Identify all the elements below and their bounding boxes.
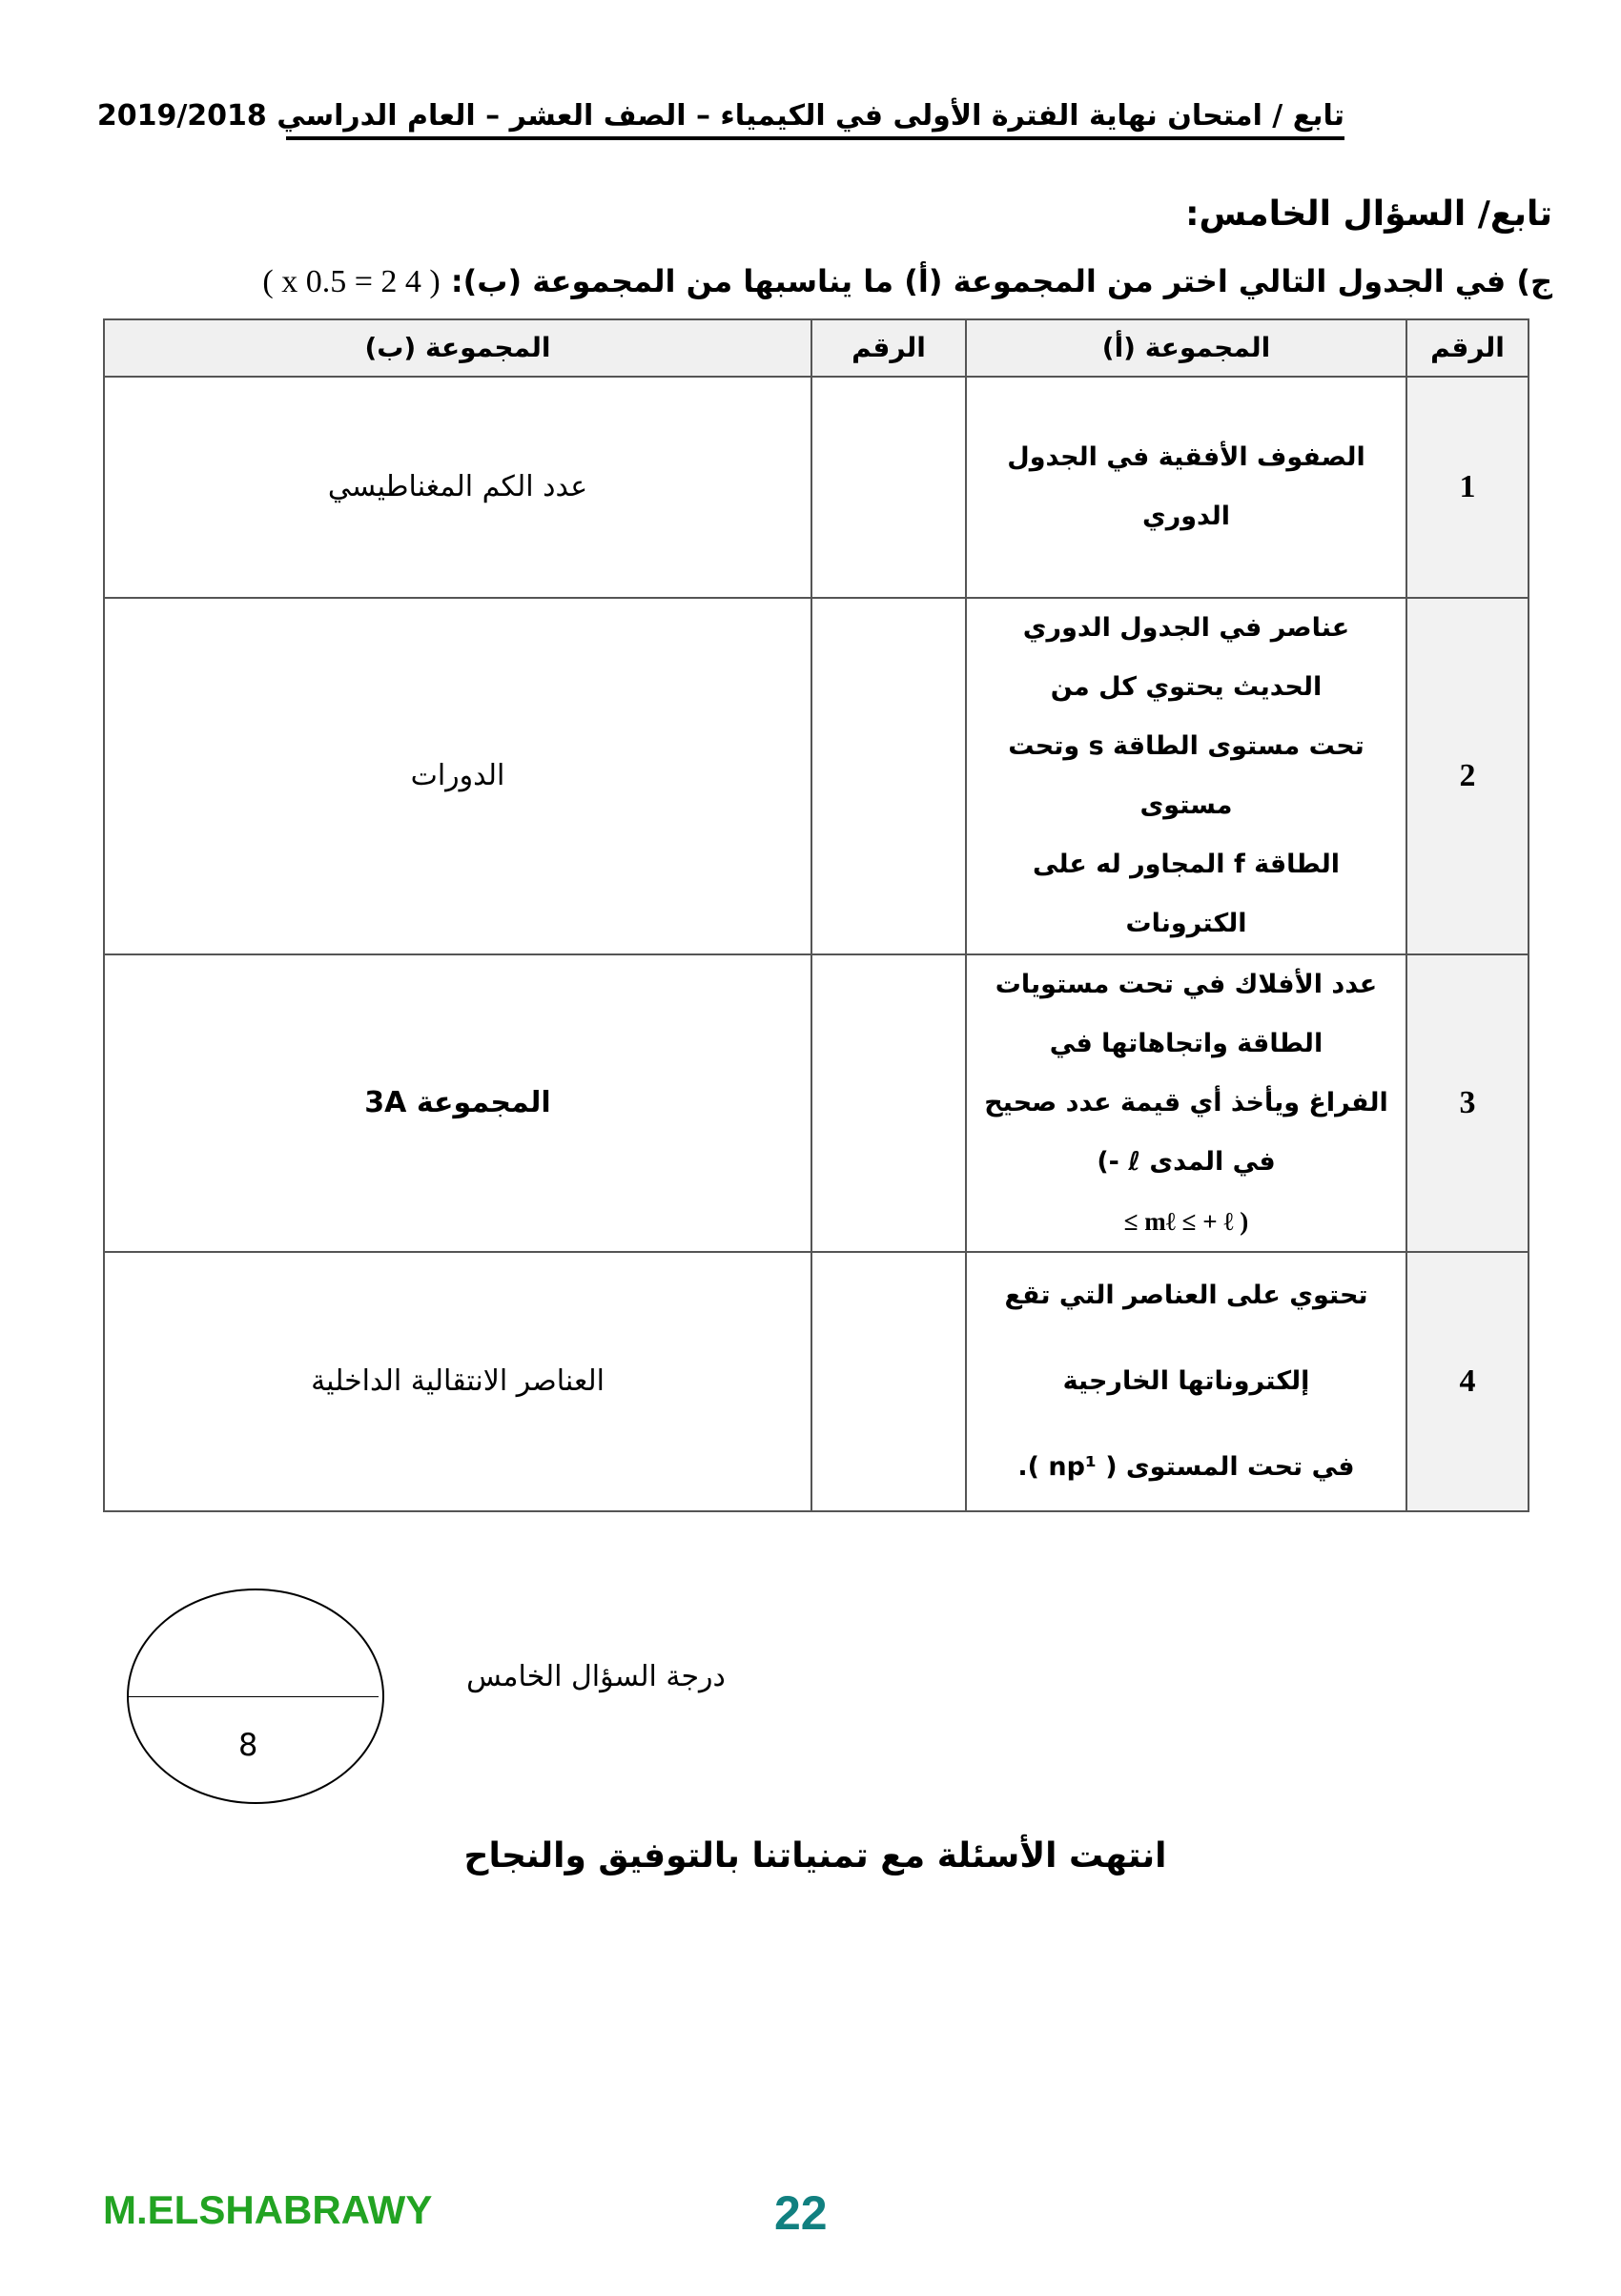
exam-title: تابع / امتحان نهاية الفترة الأولى في الكيمياء – الصف العشر – العام الدراسي 2019/2018 <box>286 99 1344 140</box>
row-number: 2 <box>1406 598 1529 954</box>
instruction-text: ج) في الجدول التالي اختر من المجموعة (أ) ما يناسبها من المجموعة (ب): <box>450 263 1552 299</box>
matching-table <box>103 318 1529 1512</box>
author-name: M.ELSHABRAWY <box>103 2187 433 2232</box>
question-heading: تابع/ السؤال الخامس: <box>1185 195 1552 234</box>
header-group-a: المجموعة (أ) <box>966 319 1406 377</box>
row-number: 3 <box>1406 954 1529 1252</box>
table-row <box>104 598 1529 954</box>
group-a-cell <box>966 1252 1406 1511</box>
answer-cell[interactable] <box>811 1252 966 1511</box>
group-a-cell <box>966 598 1406 954</box>
group-a-line: عدد الأفلاك في تحت مستويات الطاقة واتجاهاتها في <box>995 970 1378 1058</box>
group-a-line: الصفوف الأفقية في الجدول الدوري <box>1007 442 1365 531</box>
group-a-line: الفراغ ويأخذ أي قيمة عدد صحيح في المدى ℓ -) <box>984 1088 1388 1177</box>
closing-message: انتهت الأسئلة مع تمنياتنا بالتوفيق والنجاح <box>463 1836 1167 1876</box>
group-a-cell <box>966 954 1406 1252</box>
header-number: الرقم <box>1406 319 1529 377</box>
score-area <box>103 1589 1528 1817</box>
content-flow <box>103 318 1528 1876</box>
answer-cell[interactable] <box>811 598 966 954</box>
page-number: 22 <box>774 2186 828 2240</box>
table-row <box>104 1252 1529 1511</box>
group-b-cell: الدورات <box>104 598 811 954</box>
group-b-cell: المجموعة 3A <box>104 954 811 1252</box>
header-answer-number: الرقم <box>811 319 966 377</box>
table-row <box>104 377 1529 598</box>
group-a-line: في تحت المستوى ( np¹ ). <box>1017 1452 1355 1482</box>
table-header-row <box>104 319 1529 377</box>
group-a-line: تحتوي على العناصر التي تقع إلكتروناتها الخارجية <box>1004 1281 1368 1396</box>
score-label: درجة السؤال الخامس <box>466 1660 726 1693</box>
group-a-cell <box>966 377 1406 598</box>
answer-cell[interactable] <box>811 377 966 598</box>
score-divider <box>129 1696 379 1697</box>
group-b-cell: العناصر الانتقالية الداخلية <box>104 1252 811 1511</box>
group-a-line: عناصر في الجدول الدوري الحديث يحتوي كل من <box>1022 613 1350 702</box>
row-number: 1 <box>1406 377 1529 598</box>
answer-cell[interactable] <box>811 954 966 1252</box>
group-b-cell: عدد الكم المغناطيسي <box>104 377 811 598</box>
question-instruction <box>262 263 1552 300</box>
group-a-line: الطاقة f المجاور له على الكترونات <box>1033 850 1340 938</box>
group-a-line: تحت مستوى الطاقة s وتحت مستوى <box>1008 731 1365 820</box>
row-number: 4 <box>1406 1252 1529 1511</box>
header-group-b: المجموعة (ب) <box>104 319 811 377</box>
table-row <box>104 954 1529 1252</box>
group-a-line: ≤ mℓ ≤ + ℓ ) <box>1123 1207 1249 1236</box>
score-value: 8 <box>238 1727 258 1763</box>
marks-allocation: ( 4 x 0.5 = 2 ) <box>262 264 441 299</box>
